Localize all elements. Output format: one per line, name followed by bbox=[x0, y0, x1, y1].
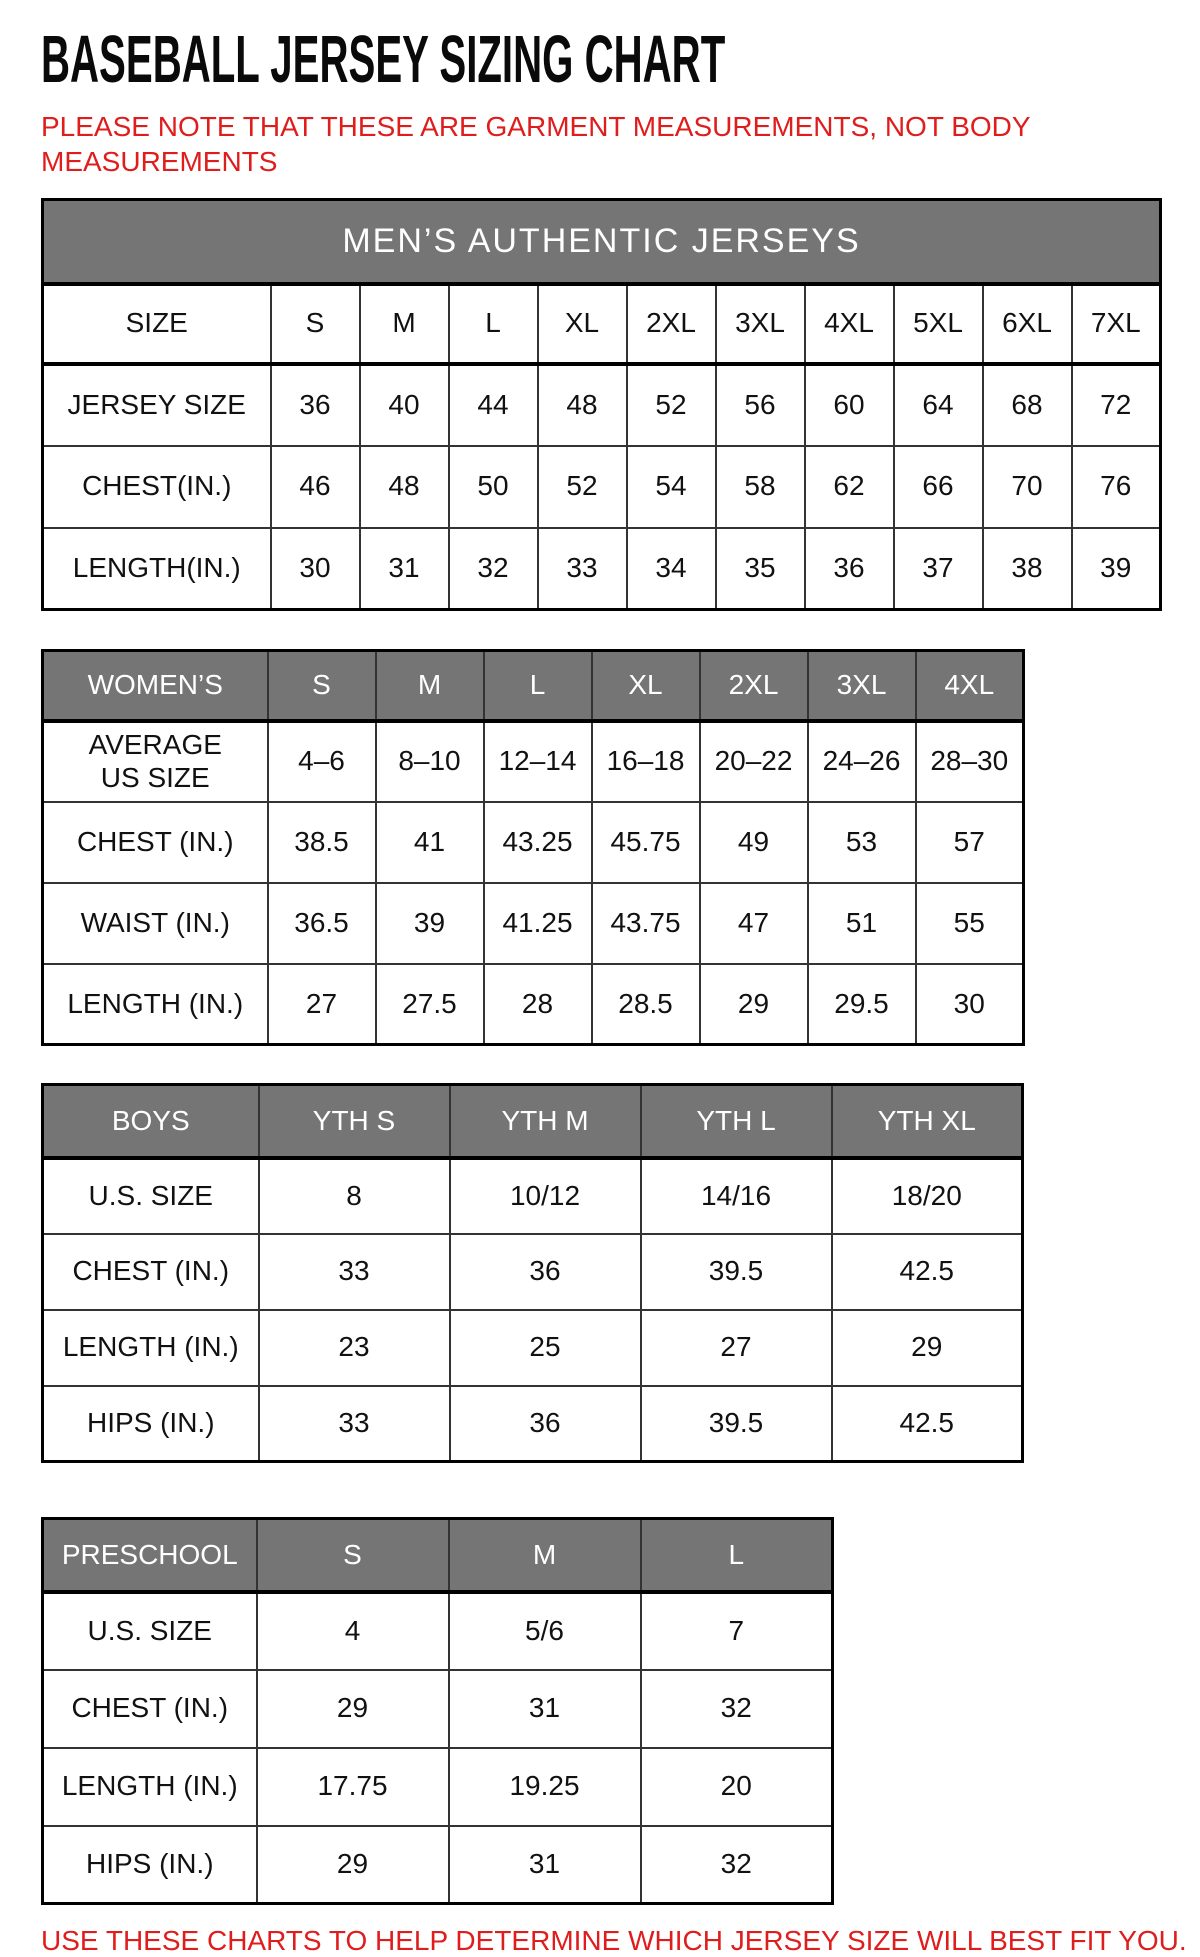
row-label-cell: U.S. SIZE bbox=[43, 1158, 259, 1234]
value-cell: 4–6 bbox=[268, 721, 376, 802]
column-header-cell: 4XL bbox=[916, 651, 1024, 721]
header-label-cell: SIZE bbox=[43, 284, 271, 364]
value-cell: 39 bbox=[376, 883, 484, 964]
value-cell: 41.25 bbox=[484, 883, 592, 964]
value-cell: 34 bbox=[627, 528, 716, 610]
row-label-cell: CHEST (IN.) bbox=[43, 802, 268, 883]
value-cell: 68 bbox=[983, 364, 1072, 446]
row-label-cell: CHEST (IN.) bbox=[43, 1234, 259, 1310]
value-cell: 39.5 bbox=[641, 1386, 832, 1462]
column-header-cell: 2XL bbox=[700, 651, 808, 721]
garment-measurements-note bbox=[41, 109, 1180, 179]
column-header-cell: M bbox=[449, 1519, 641, 1592]
value-cell: 42.5 bbox=[832, 1234, 1023, 1310]
value-cell: 33 bbox=[538, 528, 627, 610]
value-cell: 32 bbox=[449, 528, 538, 610]
column-header-cell: L bbox=[641, 1519, 833, 1592]
value-cell: 50 bbox=[449, 446, 538, 528]
value-cell: 45.75 bbox=[592, 802, 700, 883]
column-header-cell: 2XL bbox=[627, 284, 716, 364]
column-header-cell: 5XL bbox=[894, 284, 983, 364]
table-row bbox=[43, 1592, 833, 1670]
womens-sizing-table bbox=[41, 649, 1180, 1046]
row-label-cell: LENGTH (IN.) bbox=[43, 964, 268, 1045]
value-cell: 7 bbox=[641, 1592, 833, 1670]
row-label-cell: JERSEY SIZE bbox=[43, 364, 271, 446]
value-cell: 30 bbox=[916, 964, 1024, 1045]
value-cell: 58 bbox=[716, 446, 805, 528]
note-line-1: PLEASE NOTE THAT THESE ARE GARMENT MEASUREMENTS, NOT BODY bbox=[41, 111, 1031, 142]
value-cell: 38 bbox=[983, 528, 1072, 610]
note-line-2: MEASUREMENTS bbox=[41, 146, 278, 177]
column-header-cell: YTH XL bbox=[832, 1085, 1023, 1158]
table-row bbox=[43, 1234, 1023, 1310]
value-cell: 36 bbox=[805, 528, 894, 610]
value-cell: 19.25 bbox=[449, 1748, 641, 1826]
value-cell: 52 bbox=[627, 364, 716, 446]
preschool-grid bbox=[41, 1517, 834, 1905]
column-header-cell: L bbox=[449, 284, 538, 364]
row-label-cell: LENGTH(IN.) bbox=[43, 528, 271, 610]
value-cell: 4 bbox=[257, 1592, 449, 1670]
preschool-sizing-table bbox=[41, 1517, 1180, 1905]
row-label-cell: HIPS (IN.) bbox=[43, 1826, 257, 1904]
value-cell: 44 bbox=[449, 364, 538, 446]
table-row bbox=[43, 528, 1161, 610]
value-cell: 5/6 bbox=[449, 1592, 641, 1670]
header-label-cell: WOMEN’S bbox=[43, 651, 268, 721]
table-row bbox=[43, 446, 1161, 528]
column-header-cell: M bbox=[360, 284, 449, 364]
table-row bbox=[43, 1748, 833, 1826]
value-cell: 36 bbox=[271, 364, 360, 446]
value-cell: 57 bbox=[916, 802, 1024, 883]
value-cell: 52 bbox=[538, 446, 627, 528]
footer-note: USE THESE CHARTS TO HELP DETERMINE WHICH JERSEY SIZE WILL BEST FIT YOU. bbox=[41, 1925, 1187, 1956]
column-header-cell: 4XL bbox=[805, 284, 894, 364]
column-header-cell: 6XL bbox=[983, 284, 1072, 364]
table-row bbox=[43, 1670, 833, 1748]
column-header-cell: XL bbox=[538, 284, 627, 364]
value-cell: 24–26 bbox=[808, 721, 916, 802]
value-cell: 42.5 bbox=[832, 1386, 1023, 1462]
row-label-cell: CHEST (IN.) bbox=[43, 1670, 257, 1748]
value-cell: 16–18 bbox=[592, 721, 700, 802]
value-cell: 43.25 bbox=[484, 802, 592, 883]
table-row bbox=[43, 964, 1024, 1045]
row-label-cell: HIPS (IN.) bbox=[43, 1386, 259, 1462]
value-cell: 47 bbox=[700, 883, 808, 964]
header-label-cell: BOYS bbox=[43, 1085, 259, 1158]
table-row bbox=[43, 802, 1024, 883]
value-cell: 23 bbox=[259, 1310, 450, 1386]
value-cell: 29 bbox=[832, 1310, 1023, 1386]
column-header-cell: S bbox=[271, 284, 360, 364]
value-cell: 20 bbox=[641, 1748, 833, 1826]
value-cell: 36.5 bbox=[268, 883, 376, 964]
value-cell: 10/12 bbox=[450, 1158, 641, 1234]
value-cell: 48 bbox=[538, 364, 627, 446]
value-cell: 39.5 bbox=[641, 1234, 832, 1310]
womens-grid bbox=[41, 649, 1025, 1046]
value-cell: 31 bbox=[449, 1670, 641, 1748]
column-header-cell: YTH S bbox=[259, 1085, 450, 1158]
header-label-cell: PRESCHOOL bbox=[43, 1519, 257, 1592]
row-label-cell: AVERAGE US SIZE bbox=[43, 721, 268, 802]
value-cell: 31 bbox=[360, 528, 449, 610]
value-cell: 32 bbox=[641, 1670, 833, 1748]
value-cell: 55 bbox=[916, 883, 1024, 964]
value-cell: 72 bbox=[1072, 364, 1161, 446]
value-cell: 46 bbox=[271, 446, 360, 528]
column-header-cell: 3XL bbox=[808, 651, 916, 721]
row-label-cell: U.S. SIZE bbox=[43, 1592, 257, 1670]
row-label-cell: LENGTH (IN.) bbox=[43, 1310, 259, 1386]
table-row bbox=[43, 1310, 1023, 1386]
value-cell: 12–14 bbox=[484, 721, 592, 802]
value-cell: 28 bbox=[484, 964, 592, 1045]
value-cell: 27 bbox=[268, 964, 376, 1045]
value-cell: 37 bbox=[894, 528, 983, 610]
value-cell: 43.75 bbox=[592, 883, 700, 964]
table-banner: MEN’S AUTHENTIC JERSEYS bbox=[43, 200, 1161, 284]
value-cell: 54 bbox=[627, 446, 716, 528]
table-row bbox=[43, 364, 1161, 446]
column-header-cell: S bbox=[268, 651, 376, 721]
value-cell: 40 bbox=[360, 364, 449, 446]
value-cell: 18/20 bbox=[832, 1158, 1023, 1234]
table-row bbox=[43, 1386, 1023, 1462]
value-cell: 64 bbox=[894, 364, 983, 446]
column-header-cell: L bbox=[484, 651, 592, 721]
column-header-cell: XL bbox=[592, 651, 700, 721]
boys-sizing-table bbox=[41, 1083, 1180, 1463]
value-cell: 33 bbox=[259, 1234, 450, 1310]
value-cell: 53 bbox=[808, 802, 916, 883]
mens-grid bbox=[41, 198, 1162, 611]
value-cell: 38.5 bbox=[268, 802, 376, 883]
row-label-cell: WAIST (IN.) bbox=[43, 883, 268, 964]
value-cell: 28–30 bbox=[916, 721, 1024, 802]
row-label-cell: LENGTH (IN.) bbox=[43, 1748, 257, 1826]
column-header-cell: S bbox=[257, 1519, 449, 1592]
value-cell: 70 bbox=[983, 446, 1072, 528]
value-cell: 27.5 bbox=[376, 964, 484, 1045]
table-row bbox=[43, 1158, 1023, 1234]
value-cell: 8–10 bbox=[376, 721, 484, 802]
boys-grid bbox=[41, 1083, 1024, 1463]
value-cell: 66 bbox=[894, 446, 983, 528]
column-header-cell: YTH L bbox=[641, 1085, 832, 1158]
table-row bbox=[43, 883, 1024, 964]
column-header-cell: M bbox=[376, 651, 484, 721]
value-cell: 32 bbox=[641, 1826, 833, 1904]
value-cell: 41 bbox=[376, 802, 484, 883]
value-cell: 29.5 bbox=[808, 964, 916, 1045]
value-cell: 33 bbox=[259, 1386, 450, 1462]
value-cell: 51 bbox=[808, 883, 916, 964]
value-cell: 20–22 bbox=[700, 721, 808, 802]
value-cell: 56 bbox=[716, 364, 805, 446]
value-cell: 30 bbox=[271, 528, 360, 610]
value-cell: 36 bbox=[450, 1234, 641, 1310]
column-header-cell: YTH M bbox=[450, 1085, 641, 1158]
page-title: BASEBALL JERSEY SIZING CHART bbox=[41, 22, 726, 97]
value-cell: 31 bbox=[449, 1826, 641, 1904]
column-header-cell: 7XL bbox=[1072, 284, 1161, 364]
value-cell: 29 bbox=[257, 1670, 449, 1748]
value-cell: 49 bbox=[700, 802, 808, 883]
value-cell: 39 bbox=[1072, 528, 1161, 610]
row-label-cell: CHEST(IN.) bbox=[43, 446, 271, 528]
value-cell: 36 bbox=[450, 1386, 641, 1462]
table-row bbox=[43, 1826, 833, 1904]
value-cell: 8 bbox=[259, 1158, 450, 1234]
value-cell: 76 bbox=[1072, 446, 1161, 528]
column-header-cell: 3XL bbox=[716, 284, 805, 364]
table-row bbox=[43, 721, 1024, 802]
value-cell: 48 bbox=[360, 446, 449, 528]
value-cell: 62 bbox=[805, 446, 894, 528]
mens-authentic-jerseys-table bbox=[41, 198, 1180, 611]
value-cell: 27 bbox=[641, 1310, 832, 1386]
value-cell: 29 bbox=[257, 1826, 449, 1904]
value-cell: 28.5 bbox=[592, 964, 700, 1045]
value-cell: 60 bbox=[805, 364, 894, 446]
value-cell: 29 bbox=[700, 964, 808, 1045]
value-cell: 17.75 bbox=[257, 1748, 449, 1826]
value-cell: 14/16 bbox=[641, 1158, 832, 1234]
value-cell: 35 bbox=[716, 528, 805, 610]
value-cell: 25 bbox=[450, 1310, 641, 1386]
